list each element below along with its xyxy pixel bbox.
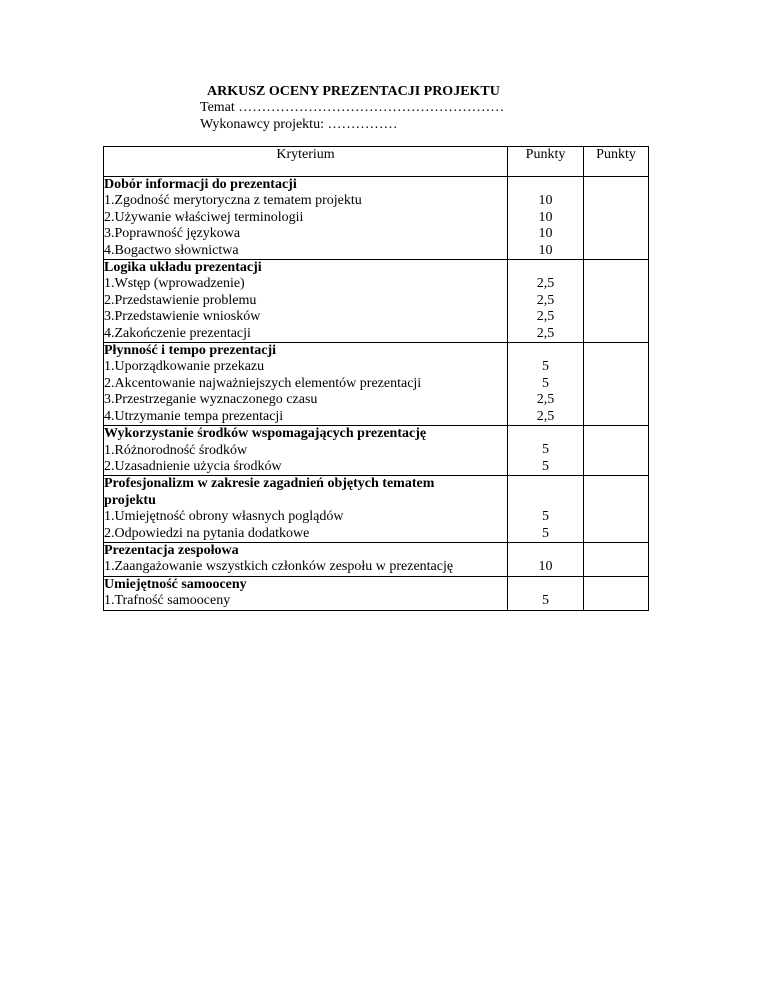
points-cell (508, 343, 584, 426)
criterion-item: 1.Trafność samooceny (104, 593, 231, 609)
header-criterion: Kryterium (104, 147, 508, 177)
criterion-item: 2.Przedstawienie problemu (104, 292, 257, 308)
table-row (104, 343, 649, 426)
table-row (104, 260, 649, 343)
awarded-points-cell[interactable] (584, 260, 649, 343)
criterion-item: 2.Odpowiedzi na pytania dodatkowe (104, 525, 310, 541)
points-value: 2,5 (536, 325, 555, 341)
criterion-item: 4.Bogactwo słownictwa (104, 242, 239, 258)
criterion-item: 3.Przestrzeganie wyznaczonego czasu (104, 392, 318, 408)
document-title: ARKUSZ OCENY PREZENTACJI PROJEKTU (207, 84, 500, 99)
points-value: 10 (538, 209, 553, 225)
points-cell (508, 476, 584, 543)
section-title: Wykorzystanie środków wspomagających prezentację (104, 426, 427, 442)
points-value: 2,5 (536, 276, 555, 292)
awarded-points-cell[interactable] (584, 177, 649, 260)
points-value: 2,5 (536, 392, 555, 408)
awarded-points-cell[interactable] (584, 476, 649, 543)
topic-line: Temat ………………………………………………… (200, 100, 505, 115)
evaluation-table (103, 146, 649, 611)
criterion-item: 4.Utrzymanie tempa prezentacji (104, 408, 284, 424)
points-cell (508, 426, 584, 476)
criterion-cell (104, 260, 508, 343)
table-row (104, 576, 649, 610)
points-value: 5 (542, 375, 549, 391)
table-row (104, 177, 649, 260)
awarded-points-cell[interactable] (584, 542, 649, 576)
authors-line: Wykonawcy projektu: …………… (200, 117, 398, 132)
points-value: 10 (538, 559, 553, 575)
header-points-awarded: Punkty (584, 147, 649, 177)
criterion-item: 1.Umiejętność obrony własnych poglądów (104, 509, 344, 525)
criterion-item: 2.Używanie właściwej terminologii (104, 209, 304, 225)
table-row (104, 542, 649, 576)
criterion-cell (104, 426, 508, 476)
criterion-item: 4.Zakończenie prezentacji (104, 325, 251, 341)
points-value: 5 (542, 458, 549, 474)
criterion-item: 1.Wstęp (wprowadzenie) (104, 276, 245, 292)
points-cell (508, 177, 584, 260)
points-value: 5 (542, 593, 549, 609)
criterion-cell (104, 542, 508, 576)
points-cell (508, 260, 584, 343)
points-value: 10 (538, 226, 553, 242)
table-row (104, 476, 649, 543)
table-header-row (104, 147, 649, 177)
section-title: Płynność i tempo prezentacji (104, 343, 276, 359)
section-title: Profesjonalizm w zakresie zagadnień objętych tematem (104, 476, 435, 492)
points-value: 5 (542, 525, 549, 541)
criterion-cell (104, 343, 508, 426)
awarded-points-cell[interactable] (584, 343, 649, 426)
criterion-item: 3.Przedstawienie wniosków (104, 309, 261, 325)
points-value: 5 (542, 442, 549, 458)
section-title: Logika układu prezentacji (104, 260, 262, 276)
points-value: 2,5 (536, 408, 555, 424)
points-value: 5 (542, 509, 549, 525)
table-row (104, 426, 649, 476)
criterion-item: 2.Akcentowanie najważniejszych elementów prezentacji (104, 375, 422, 391)
points-value: 2,5 (536, 309, 555, 325)
points-value: 5 (542, 359, 549, 375)
section-title-continued: projektu (104, 492, 156, 508)
points-value: 10 (538, 242, 553, 258)
points-cell (508, 576, 584, 610)
points-value: 2,5 (536, 292, 555, 308)
criterion-item: 1.Uporządkowanie przekazu (104, 359, 265, 375)
awarded-points-cell[interactable] (584, 426, 649, 476)
awarded-points-cell[interactable] (584, 576, 649, 610)
criterion-cell (104, 576, 508, 610)
section-title: Dobór informacji do prezentacji (104, 177, 297, 192)
header-points-max: Punkty (508, 147, 584, 177)
criterion-item: 1.Zaangażowanie wszystkich członków zespołu w prezentację (104, 559, 454, 575)
criterion-cell (104, 476, 508, 543)
points-cell (508, 542, 584, 576)
criterion-cell (104, 177, 508, 260)
criterion-item: 2.Uzasadnienie użycia środków (104, 458, 282, 474)
section-title: Umiejętność samooceny (104, 576, 247, 592)
criterion-item: 1.Zgodność merytoryczna z tematem projektu (104, 193, 362, 209)
criterion-item: 3.Poprawność językowa (104, 226, 241, 242)
section-title: Prezentacja zespołowa (104, 542, 239, 558)
points-value: 10 (538, 193, 553, 209)
criterion-item: 1.Różnorodność środków (104, 442, 248, 458)
